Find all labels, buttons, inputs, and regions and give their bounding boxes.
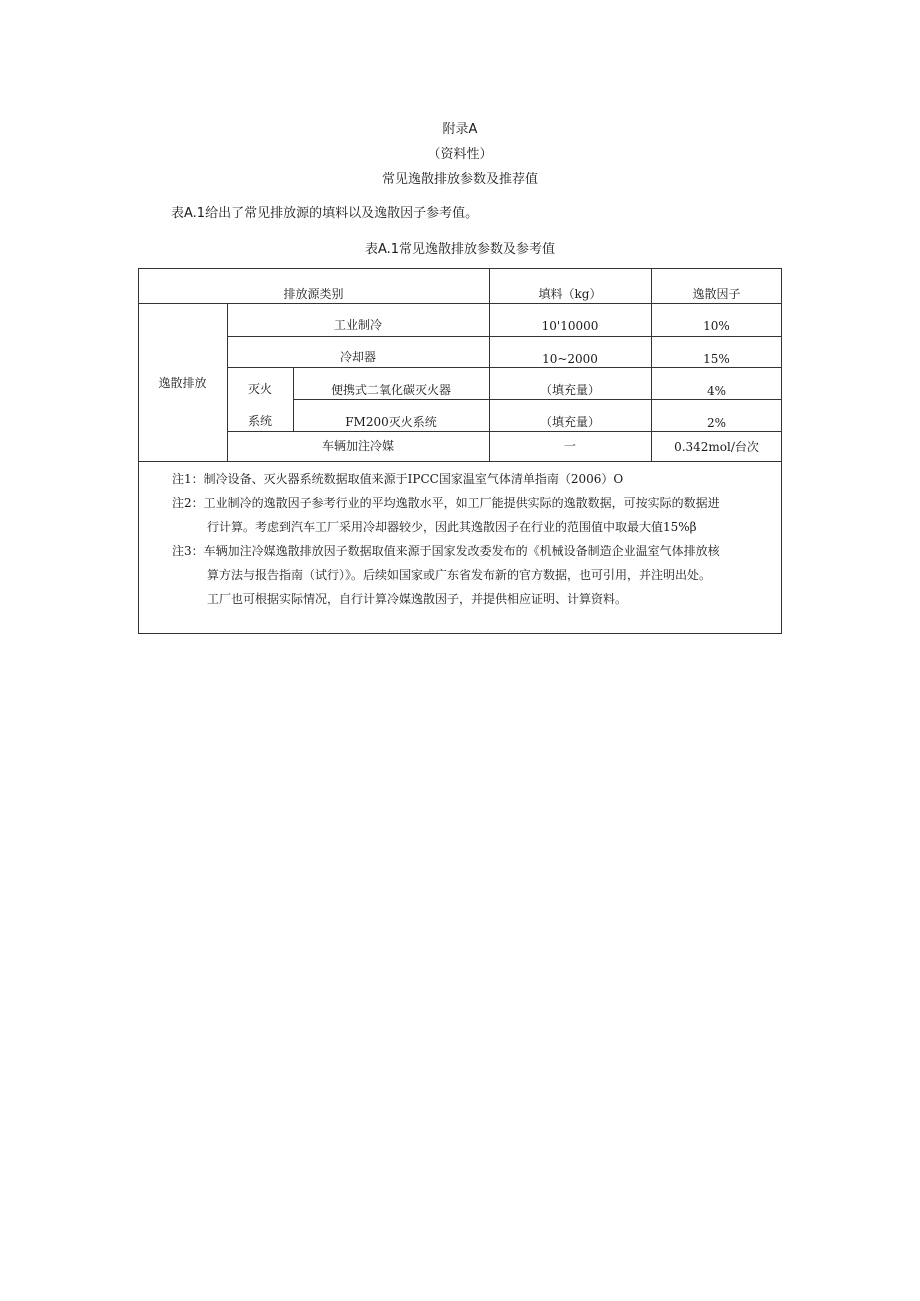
table-cell-factor: 15% xyxy=(703,352,730,366)
table-notes xyxy=(172,467,772,611)
note-2-continuation: 行计算。考虑到汽车工厂采用冷却器较少，因此其逸散因子在行业的范围值中取最大值15%β xyxy=(207,520,697,534)
note-2: 注2：工业制冷的逸散因子参考行业的平均逸散水平，如工厂能提供实际的逸散数据，可按实际的数据进 xyxy=(172,496,720,510)
fire-group-label-line2: 系统 xyxy=(247,414,272,428)
table-rule xyxy=(227,367,782,368)
table-cell-factor: 2% xyxy=(706,416,727,430)
table-cell-name: 车辆加注冷媒 xyxy=(321,439,394,453)
intro-paragraph: 表A.1给出了常见排放源的填料以及逸散因子参考值。 xyxy=(171,206,479,221)
fire-group-label-line1: 灭火 xyxy=(247,382,272,396)
appendix-title: 附录A xyxy=(442,122,478,137)
table-cell-fill: 10~2000 xyxy=(542,352,598,366)
table-rule xyxy=(227,431,782,432)
group-label-fugitive: 逸散排放 xyxy=(158,376,207,390)
table-cell-fill: 10'10000 xyxy=(541,319,599,333)
note-3-continuation: 算方法与报告指南（试行）》。后续如国家或广东省发布新的官方数据，也可引用，并注明出处。 xyxy=(207,568,712,582)
table-rule xyxy=(138,461,782,462)
table-cell-name: 工业制冷 xyxy=(333,318,382,332)
table-rule xyxy=(293,399,782,400)
table-cell-fill: （填充量） xyxy=(539,383,600,397)
header-source-category: 排放源类别 xyxy=(283,287,344,301)
note-1: 注1：制冷设备、灭火器系统数据取值来源于IPCC国家温室气体清单指南（2006）O xyxy=(172,472,624,486)
table-cell-fill: （填充量） xyxy=(539,415,600,429)
table-cell-fill: 一 xyxy=(563,439,576,453)
table-cell-factor: 0.342mol/台次 xyxy=(674,440,759,454)
table-rule xyxy=(138,303,782,304)
appendix-type: （资料性） xyxy=(427,147,493,162)
header-factor: 逸散因子 xyxy=(692,287,741,301)
note-3-continuation: 工厂也可根据实际情况，自行计算冷媒逸散因子，并提供相应证明、计算资料。 xyxy=(207,592,628,606)
table-rule xyxy=(227,336,782,337)
table-cell-name: 冷却器 xyxy=(339,350,376,364)
table-cell-factor: 4% xyxy=(706,384,727,398)
table-caption: 表A.1常见逸散排放参数及参考值 xyxy=(364,242,556,257)
table-cell-factor: 10% xyxy=(703,319,730,333)
table-cell-name: 便携式二氧化碳灭火器 xyxy=(330,383,451,397)
note-3: 注3：车辆加注冷媒逸散排放因子数据取值来源于国家发改委发布的《机械设备制造企业温室气体排放核 xyxy=(172,544,720,558)
appendix-subtitle: 常见逸散排放参数及推荐值 xyxy=(381,172,538,187)
table-cell-name: FM200灭火系统 xyxy=(345,415,437,429)
header-fill: 填料（kg） xyxy=(538,287,602,301)
